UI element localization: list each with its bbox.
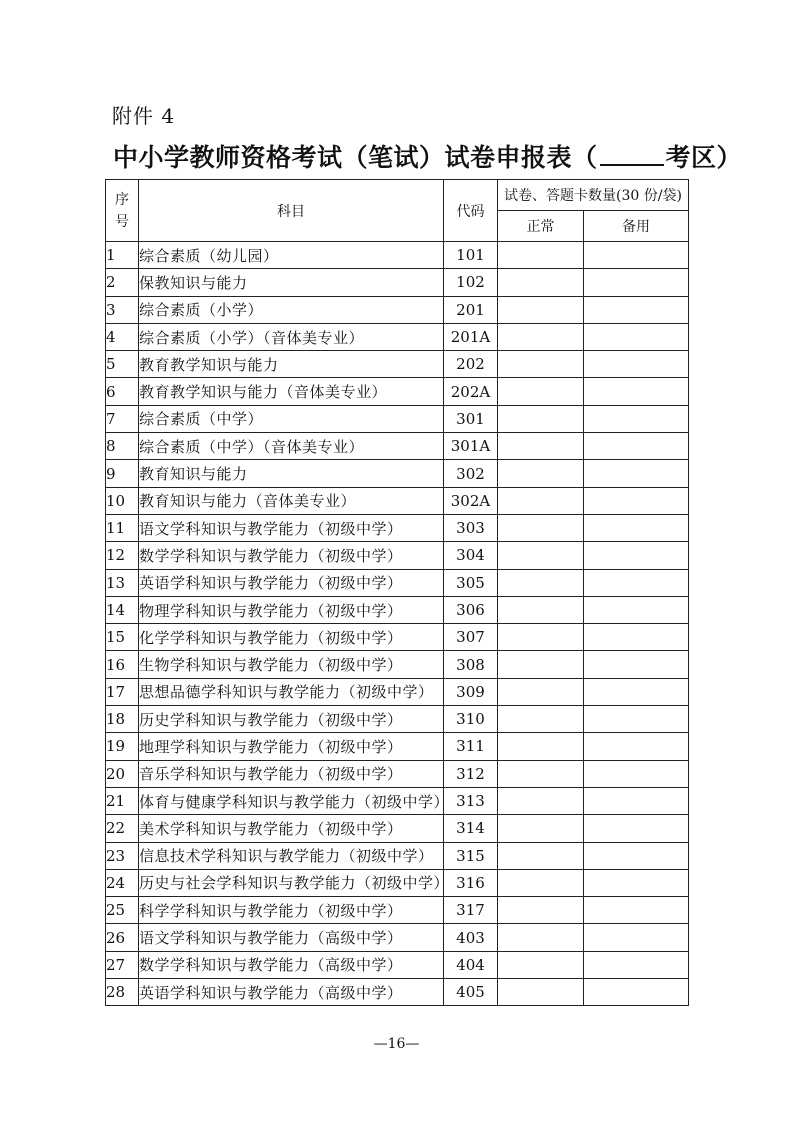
row-code: 309 xyxy=(444,678,498,705)
row-code: 306 xyxy=(444,596,498,623)
row-subject: 数学学科知识与教学能力（初级中学） xyxy=(139,542,444,569)
table-row xyxy=(106,242,689,269)
row-number: 24 xyxy=(106,869,139,896)
row-spare-quantity-cell[interactable] xyxy=(584,460,689,487)
table-row xyxy=(106,624,689,651)
row-normal-quantity-cell[interactable] xyxy=(498,706,584,733)
row-number: 20 xyxy=(106,760,139,787)
row-subject: 生物学科知识与教学能力（初级中学） xyxy=(139,651,444,678)
row-number: 17 xyxy=(106,678,139,705)
table-row xyxy=(106,269,689,296)
row-normal-quantity-cell[interactable] xyxy=(498,378,584,405)
row-normal-quantity-cell[interactable] xyxy=(498,624,584,651)
row-normal-quantity-cell[interactable] xyxy=(498,433,584,460)
row-spare-quantity-cell[interactable] xyxy=(584,242,689,269)
table-row xyxy=(106,542,689,569)
row-spare-quantity-cell[interactable] xyxy=(584,405,689,432)
header-normal: 正常 xyxy=(498,211,584,242)
row-code: 102 xyxy=(444,269,498,296)
row-code: 201 xyxy=(444,296,498,323)
row-spare-quantity-cell[interactable] xyxy=(584,269,689,296)
table-row xyxy=(106,979,689,1006)
row-spare-quantity-cell[interactable] xyxy=(584,569,689,596)
row-subject: 体育与健康学科知识与教学能力（初级中学） xyxy=(139,787,444,814)
application-table xyxy=(105,179,689,1006)
row-code: 202A xyxy=(444,378,498,405)
row-subject: 综合素质（小学） xyxy=(139,296,444,323)
row-subject: 英语学科知识与教学能力（高级中学） xyxy=(139,979,444,1006)
table-row xyxy=(106,760,689,787)
header-seq-line2: 号 xyxy=(115,213,129,230)
table-row xyxy=(106,569,689,596)
row-spare-quantity-cell[interactable] xyxy=(584,760,689,787)
row-code: 315 xyxy=(444,842,498,869)
row-code: 404 xyxy=(444,951,498,978)
row-code: 313 xyxy=(444,787,498,814)
row-subject: 综合素质（小学）（音体美专业） xyxy=(139,323,444,350)
row-normal-quantity-cell[interactable] xyxy=(498,815,584,842)
row-code: 302A xyxy=(444,487,498,514)
row-code: 301 xyxy=(444,405,498,432)
table-row xyxy=(106,706,689,733)
row-normal-quantity-cell[interactable] xyxy=(498,842,584,869)
row-spare-quantity-cell[interactable] xyxy=(584,979,689,1006)
row-subject: 历史学科知识与教学能力（初级中学） xyxy=(139,706,444,733)
row-number: 27 xyxy=(106,951,139,978)
row-subject: 语文学科知识与教学能力（高级中学） xyxy=(139,924,444,951)
row-code: 305 xyxy=(444,569,498,596)
row-normal-quantity-cell[interactable] xyxy=(498,569,584,596)
row-spare-quantity-cell[interactable] xyxy=(584,624,689,651)
table-row xyxy=(106,869,689,896)
row-code: 312 xyxy=(444,760,498,787)
row-number: 9 xyxy=(106,460,139,487)
row-subject: 物理学科知识与教学能力（初级中学） xyxy=(139,596,444,623)
title-prefix: 中小学教师资格考试（笔试）试卷申报表（ xyxy=(113,143,598,172)
row-number: 1 xyxy=(106,242,139,269)
row-subject: 教育知识与能力（音体美专业） xyxy=(139,487,444,514)
form-title xyxy=(113,138,743,174)
row-subject: 综合素质（幼儿园） xyxy=(139,242,444,269)
row-number: 21 xyxy=(106,787,139,814)
row-subject: 信息技术学科知识与教学能力（初级中学） xyxy=(139,842,444,869)
row-spare-quantity-cell[interactable] xyxy=(584,514,689,541)
row-subject: 历史与社会学科知识与教学能力（初级中学） xyxy=(139,869,444,896)
attachment-label: 附件 4 xyxy=(112,104,176,128)
row-spare-quantity-cell[interactable] xyxy=(584,897,689,924)
row-subject: 音乐学科知识与教学能力（初级中学） xyxy=(139,760,444,787)
row-normal-quantity-cell[interactable] xyxy=(498,269,584,296)
row-number: 19 xyxy=(106,733,139,760)
row-spare-quantity-cell[interactable] xyxy=(584,542,689,569)
row-number: 22 xyxy=(106,815,139,842)
table-row xyxy=(106,378,689,405)
table-header xyxy=(106,180,689,242)
row-normal-quantity-cell[interactable] xyxy=(498,951,584,978)
row-spare-quantity-cell[interactable] xyxy=(584,951,689,978)
row-code: 317 xyxy=(444,897,498,924)
table-row xyxy=(106,787,689,814)
row-code: 303 xyxy=(444,514,498,541)
row-spare-quantity-cell[interactable] xyxy=(584,487,689,514)
table-row xyxy=(106,514,689,541)
header-seq xyxy=(106,180,139,242)
row-spare-quantity-cell[interactable] xyxy=(584,596,689,623)
row-number: 8 xyxy=(106,433,139,460)
row-number: 6 xyxy=(106,378,139,405)
row-normal-quantity-cell[interactable] xyxy=(498,678,584,705)
row-number: 3 xyxy=(106,296,139,323)
row-number: 28 xyxy=(106,979,139,1006)
row-normal-quantity-cell[interactable] xyxy=(498,733,584,760)
table-row xyxy=(106,460,689,487)
row-normal-quantity-cell[interactable] xyxy=(498,323,584,350)
table-row xyxy=(106,924,689,951)
row-subject: 语文学科知识与教学能力（初级中学） xyxy=(139,514,444,541)
row-code: 311 xyxy=(444,733,498,760)
row-code: 314 xyxy=(444,815,498,842)
row-normal-quantity-cell[interactable] xyxy=(498,460,584,487)
table-row xyxy=(106,487,689,514)
row-number: 5 xyxy=(106,351,139,378)
row-number: 26 xyxy=(106,924,139,951)
row-subject: 数学学科知识与教学能力（高级中学） xyxy=(139,951,444,978)
row-code: 101 xyxy=(444,242,498,269)
row-number: 14 xyxy=(106,596,139,623)
table-row xyxy=(106,842,689,869)
row-code: 304 xyxy=(444,542,498,569)
table-row xyxy=(106,951,689,978)
exam-area-blank xyxy=(600,163,664,166)
row-number: 16 xyxy=(106,651,139,678)
row-spare-quantity-cell[interactable] xyxy=(584,733,689,760)
row-normal-quantity-cell[interactable] xyxy=(498,296,584,323)
row-number: 7 xyxy=(106,405,139,432)
table-row xyxy=(106,596,689,623)
row-normal-quantity-cell[interactable] xyxy=(498,242,584,269)
row-subject: 思想品德学科知识与教学能力（初级中学） xyxy=(139,678,444,705)
row-spare-quantity-cell[interactable] xyxy=(584,706,689,733)
row-normal-quantity-cell[interactable] xyxy=(498,924,584,951)
row-spare-quantity-cell[interactable] xyxy=(584,678,689,705)
row-spare-quantity-cell[interactable] xyxy=(584,433,689,460)
row-normal-quantity-cell[interactable] xyxy=(498,596,584,623)
row-code: 308 xyxy=(444,651,498,678)
table-body xyxy=(106,242,689,1006)
table-row xyxy=(106,296,689,323)
row-spare-quantity-cell[interactable] xyxy=(584,869,689,896)
row-number: 4 xyxy=(106,323,139,350)
row-number: 18 xyxy=(106,706,139,733)
row-number: 12 xyxy=(106,542,139,569)
table-row xyxy=(106,323,689,350)
table-row xyxy=(106,897,689,924)
row-code: 302 xyxy=(444,460,498,487)
header-quantity: 试卷、答题卡数量(30 份/袋) xyxy=(498,180,689,211)
header-seq-line1: 序 xyxy=(115,191,129,208)
row-spare-quantity-cell[interactable] xyxy=(584,323,689,350)
row-spare-quantity-cell[interactable] xyxy=(584,842,689,869)
row-number: 11 xyxy=(106,514,139,541)
row-spare-quantity-cell[interactable] xyxy=(584,924,689,951)
row-normal-quantity-cell[interactable] xyxy=(498,897,584,924)
row-normal-quantity-cell[interactable] xyxy=(498,514,584,541)
table-row xyxy=(106,351,689,378)
row-subject: 地理学科知识与教学能力（初级中学） xyxy=(139,733,444,760)
header-spare: 备用 xyxy=(584,211,689,242)
row-subject: 综合素质（中学）（音体美专业） xyxy=(139,433,444,460)
row-subject: 教育教学知识与能力 xyxy=(139,351,444,378)
row-number: 25 xyxy=(106,897,139,924)
row-normal-quantity-cell[interactable] xyxy=(498,487,584,514)
table-row xyxy=(106,733,689,760)
row-code: 202 xyxy=(444,351,498,378)
row-number: 15 xyxy=(106,624,139,651)
row-subject: 综合素质（中学） xyxy=(139,405,444,432)
row-code: 405 xyxy=(444,979,498,1006)
row-number: 23 xyxy=(106,842,139,869)
table-row xyxy=(106,678,689,705)
row-spare-quantity-cell[interactable] xyxy=(584,378,689,405)
table-row xyxy=(106,405,689,432)
row-normal-quantity-cell[interactable] xyxy=(498,760,584,787)
row-subject: 教育知识与能力 xyxy=(139,460,444,487)
row-normal-quantity-cell[interactable] xyxy=(498,351,584,378)
row-spare-quantity-cell[interactable] xyxy=(584,351,689,378)
row-spare-quantity-cell[interactable] xyxy=(584,651,689,678)
row-normal-quantity-cell[interactable] xyxy=(498,787,584,814)
row-spare-quantity-cell[interactable] xyxy=(584,787,689,814)
row-normal-quantity-cell[interactable] xyxy=(498,979,584,1006)
page-number: —16— xyxy=(373,1036,420,1052)
row-subject: 化学学科知识与教学能力（初级中学） xyxy=(139,624,444,651)
table-row xyxy=(106,433,689,460)
header-subject: 科目 xyxy=(139,180,444,242)
row-number: 13 xyxy=(106,569,139,596)
row-subject: 美术学科知识与教学能力（初级中学） xyxy=(139,815,444,842)
row-number: 2 xyxy=(106,269,139,296)
row-subject: 保教知识与能力 xyxy=(139,269,444,296)
title-suffix: 考区） xyxy=(665,143,743,172)
table-row xyxy=(106,815,689,842)
row-normal-quantity-cell[interactable] xyxy=(498,542,584,569)
row-normal-quantity-cell[interactable] xyxy=(498,651,584,678)
row-number: 10 xyxy=(106,487,139,514)
header-code: 代码 xyxy=(444,180,498,242)
row-subject: 英语学科知识与教学能力（初级中学） xyxy=(139,569,444,596)
row-code: 403 xyxy=(444,924,498,951)
row-code: 307 xyxy=(444,624,498,651)
table-row xyxy=(106,651,689,678)
row-code: 201A xyxy=(444,323,498,350)
row-normal-quantity-cell[interactable] xyxy=(498,405,584,432)
row-subject: 教育教学知识与能力（音体美专业） xyxy=(139,378,444,405)
row-code: 316 xyxy=(444,869,498,896)
row-spare-quantity-cell[interactable] xyxy=(584,815,689,842)
row-subject: 科学学科知识与教学能力（初级中学） xyxy=(139,897,444,924)
row-code: 301A xyxy=(444,433,498,460)
row-spare-quantity-cell[interactable] xyxy=(584,296,689,323)
row-code: 310 xyxy=(444,706,498,733)
row-normal-quantity-cell[interactable] xyxy=(498,869,584,896)
